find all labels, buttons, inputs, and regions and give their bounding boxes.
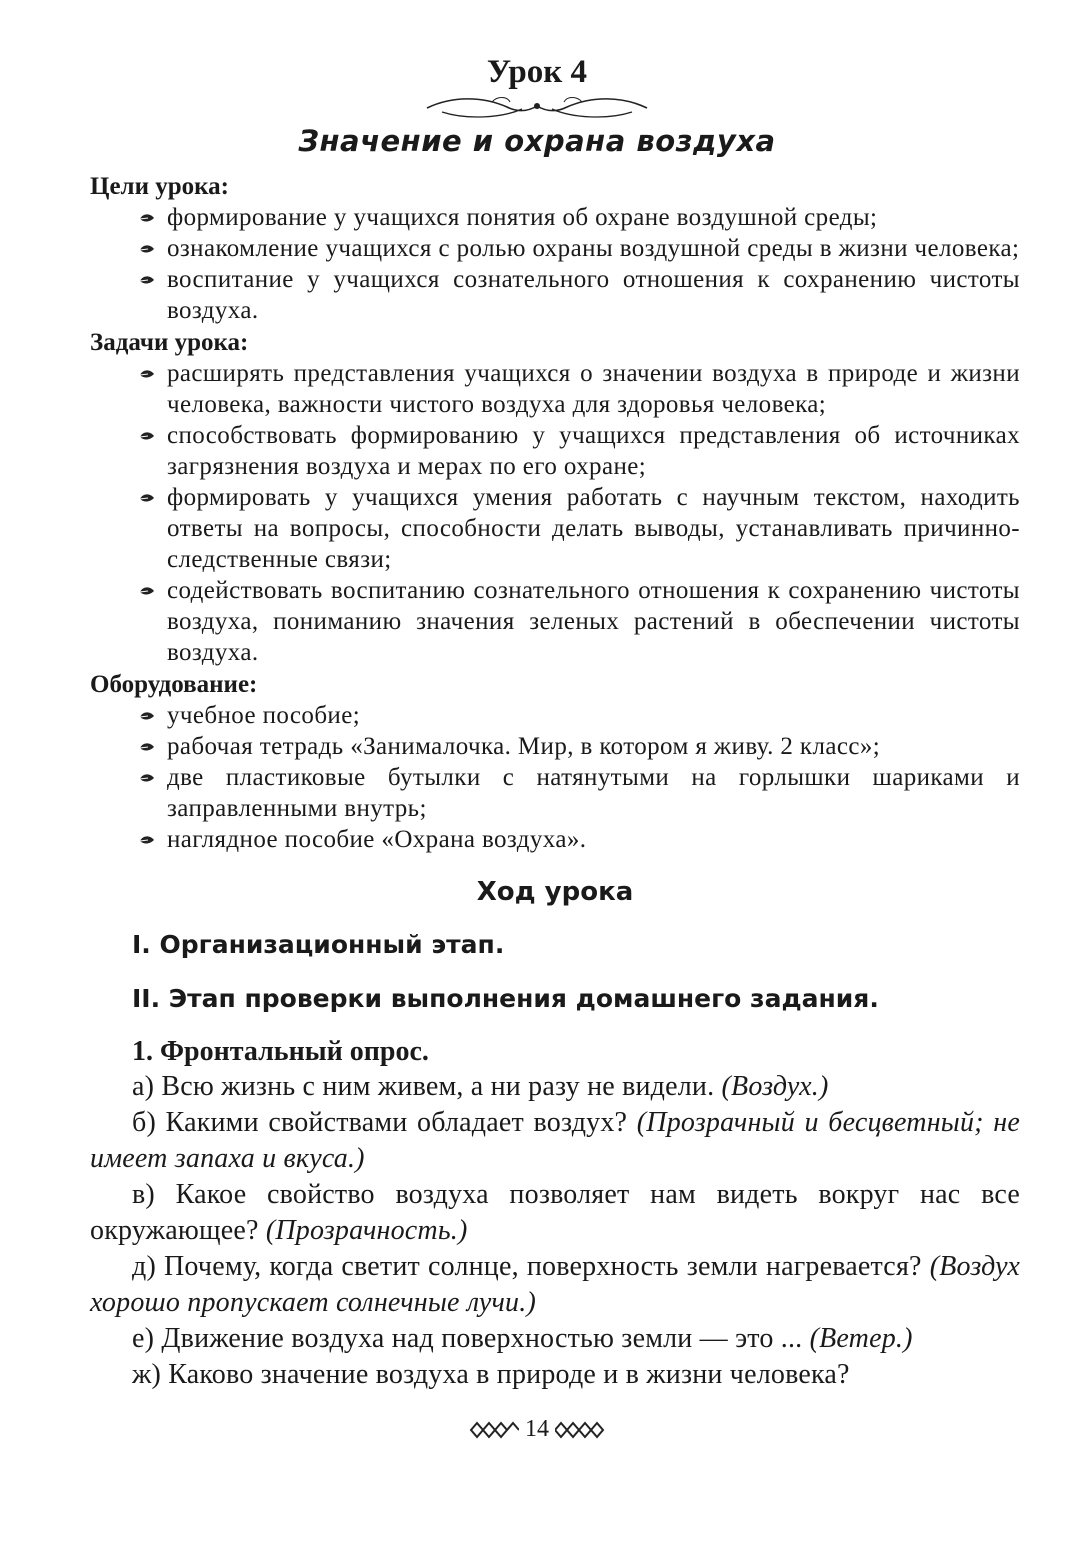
- stage-heading-homework-check: II. Этап проверки выполнения домашнего задания.: [132, 984, 879, 1013]
- leaf-bullet-icon: [139, 709, 155, 723]
- survey-heading: 1. Фронтальный опрос.: [132, 1036, 429, 1067]
- leaf-bullet-icon: [139, 367, 155, 381]
- leaf-bullet-icon: [139, 273, 155, 287]
- goals-heading: Цели урока:: [90, 173, 229, 200]
- leaf-bullet-icon: [139, 491, 155, 505]
- ornament-right-icon: [555, 1420, 605, 1440]
- list-item: способствовать формированию у учащихся представления об источниках загрязнения воздуха и мерах по его охране;: [90, 420, 1020, 482]
- leaf-bullet-icon: [139, 211, 155, 225]
- leaf-bullet-icon: [139, 584, 155, 598]
- list-item: воспитание у учащихся сознательного отношения к сохранению чистоты воздуха.: [90, 264, 1020, 326]
- tasks-heading: Задачи урока:: [90, 329, 249, 356]
- ornament-left-icon: [469, 1420, 519, 1440]
- answer: (Ветер.): [809, 1323, 913, 1354]
- list-item: формирование у учащихся понятия об охране воздушной среды;: [90, 202, 1020, 233]
- lesson-number: Урок 4: [486, 54, 588, 90]
- list-item: формировать у учащихся умения работать с научным текстом, находить ответы на вопросы, способности делать выводы, устанавливать причинно-следственные связи;: [90, 482, 1020, 575]
- answer: (Воздух хорошо пропускает солнечные лучи.): [90, 1251, 1020, 1318]
- stage-heading-organizational: I. Организационный этап.: [132, 930, 505, 959]
- question-d: д) Почему, когда светит солнце, поверхность земли нагревается? (Воздух хорошо пропускает солнечные лучи.): [90, 1251, 1020, 1318]
- list-item: наглядное пособие «Охрана воздуха».: [90, 824, 1020, 855]
- answer: (Воздух.): [721, 1071, 829, 1102]
- question-v: в) Какое свойство воздуха позволяет нам видеть вокруг нас все окружающее? (Прозрачность.): [90, 1179, 1020, 1246]
- answer: (Прозрачный и бесцветный; не имеет запаха и вкуса.): [90, 1107, 1020, 1174]
- tasks-list: [90, 358, 1020, 668]
- leaf-bullet-icon: [139, 429, 155, 443]
- leaf-bullet-icon: [139, 833, 155, 847]
- list-item: учебное пособие;: [90, 700, 1020, 731]
- flourish-ornament-icon: [422, 92, 652, 122]
- leaf-bullet-icon: [139, 740, 155, 754]
- question-e: е) Движение воздуха над поверхностью земли — это ... (Ветер.): [132, 1323, 913, 1354]
- question-zh: ж) Каково значение воздуха в природе и в жизни человека?: [132, 1359, 850, 1390]
- lesson-title: Значение и охрана воздуха: [298, 124, 776, 158]
- list-item: содействовать воспитанию сознательного отношения к сохранению чистоты воздуха, пониманию значения зеленых растений в обеспечении чистоты воздуха.: [90, 575, 1020, 668]
- lesson-content: [90, 170, 1020, 1393]
- answer: (Прозрачность.): [265, 1215, 468, 1246]
- page-footer: [0, 1416, 1074, 1443]
- list-item: рабочая тетрадь «Занималочка. Мир, в котором я живу. 2 класс»;: [90, 731, 1020, 762]
- course-heading: Ход урока: [476, 877, 634, 907]
- page-number: 14: [525, 1416, 549, 1442]
- goals-list: [90, 202, 1020, 326]
- list-item: ознакомление учащихся с ролью охраны воздушной среды в жизни человека;: [90, 233, 1020, 264]
- leaf-bullet-icon: [139, 242, 155, 256]
- leaf-bullet-icon: [139, 771, 155, 785]
- question-b: б) Какими свойствами обладает воздух? (Прозрачный и бесцветный; не имеет запаха и вкуса.): [90, 1107, 1020, 1174]
- list-item: две пластиковые бутылки с натянутыми на горлышки шариками и заправленными внутрь;: [90, 762, 1020, 824]
- lesson-header: [0, 52, 1074, 122]
- question-a: а) Всю жизнь с ним живем, а ни разу не видели. (Воздух.): [132, 1071, 829, 1102]
- equipment-list: [90, 700, 1020, 855]
- list-item: расширять представления учащихся о значении воздуха в природе и жизни человека, важности чистого воздуха для здоровья человека;: [90, 358, 1020, 420]
- equipment-heading: Оборудование:: [90, 671, 258, 698]
